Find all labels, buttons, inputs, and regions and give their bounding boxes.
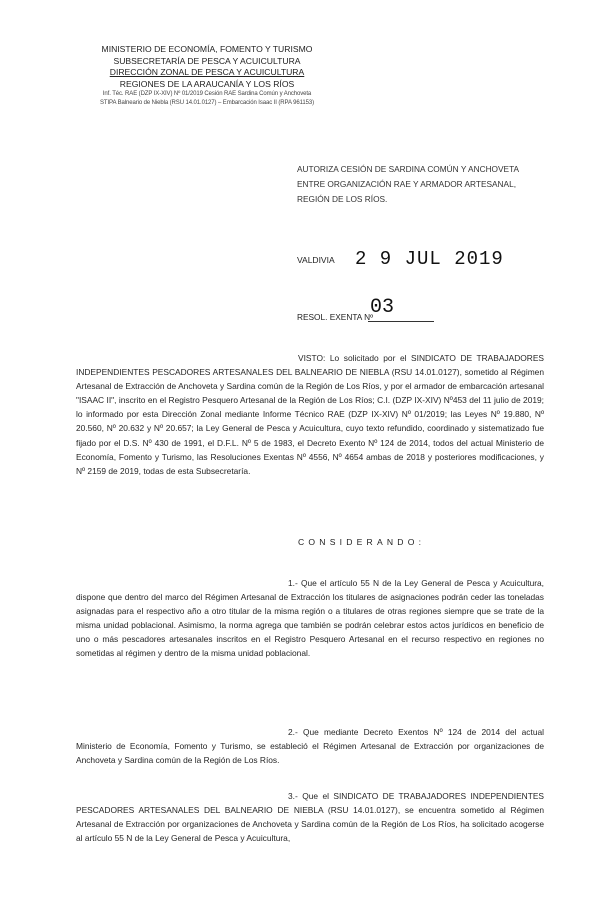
place-label: VALDIVIA: [297, 255, 335, 265]
resolution-label: RESOL. EXENTA Nº: [297, 312, 374, 322]
resolution-number: 03: [370, 296, 395, 319]
letterhead-ministry: MINISTERIO DE ECONOMÍA, FOMENTO Y TURISMO: [101, 44, 313, 54]
letterhead-regions: REGIONES DE LA ARAUCANÍA Y LOS RÍOS: [119, 78, 295, 89]
considerando-3: 3.- Que el SINDICATO DE TRABAJADORES INDEPENDIENTES PESCADORES ARTESANALES DEL BALNEARIO DE NIEBLA (RSU 14.01.0127), se encuentra sometido al Régimen Artesanal de Extracción por organizaciones de Anchoveta y Sardina común de la Región de Los Ríos, ha solicitado acogerse al artículo 55 N de la Ley General de Pesca y Acuicultura,: [76, 791, 544, 844]
letterhead: [62, 44, 352, 108]
considerando-2: 2.- Que mediante Decreto Exentos Nº 124 de 2014 del actual Ministerio de Economía, Fomento y Turismo, se estableció el Régimen Artesanal de Extracción por organizaciones de Anchoveta y Sardina común de la Región de Los Ríos.: [76, 727, 544, 766]
resolution-number-line: [368, 321, 434, 322]
considerando-heading: CONSIDERANDO:: [298, 537, 426, 547]
letterhead-reference-1: Inf. Téc. RAE (DZP IX-XIV) Nº 01/2019 Cesión RAE Sardina Común y Anchoveta: [102, 91, 312, 97]
letterhead-reference-2: STIPA Balneario de Niebla (RSU 14.01.0127) – Embarcación Isaac II (RPA 961153): [100, 100, 314, 106]
date-stamp: 2 9 JUL 2019: [355, 248, 504, 270]
visto-paragraph: VISTO: Lo solicitado por el SINDICATO DE TRABAJADORES INDEPENDIENTES PESCADORES ARTESANALES DEL BALNEARIO DE NIEBLA (RSU 14.01.0127), sometido al Régimen Artesanal de Extracción de Anchoveta y Sardina común de la Región de Los Ríos, y por el armador de embarcación artesanal "ISAAC II", inscrito en el Registro Pesquero Artesanal de la Región de Los Ríos; C.I. (DZP IX-XIV) Nº453 del 11 julio de 2019; lo informado por esta Dirección Zonal mediante Informe Técnico RAE (DZP IX-XIV) Nº 01/2019; las Leyes Nº 19.880, Nº 20.560, Nº 20.632 y Nº 20.657; la Ley General de Pesca y Acuicultura, cuyo texto refundido, coordinado y sistematizado fue fijado por el D.S. Nº 430 de 1991, el D.F.L. Nº 5 de 1983, el Decreto Exento Nº 124 de 2014, todos del actual Ministerio de Economía, Fomento y Turismo, las Resoluciones Exentas Nº 4556, Nº 4654 ambas de 2018 y posteriores modificaciones, y Nº 2159 de 2019, todas de esta Subsecretaría.: [76, 353, 544, 476]
considerando-1: 1.- Que el artículo 55 N de la Ley General de Pesca y Acuicultura, dispone que dentro del marco del Régimen Artesanal de Extracción los titulares de asignaciones podrán ceder las toneladas asignadas para el respectivo año a otro titular de la misma región o a titulares de otras regiones siempre que se trate de la misma unidad poblacional. Asimismo, la norma agrega que también se podrán celebrar estos actos jurídicos en beneficio de uno o más pescadores artesanales inscritos en el Registro Pesquero Artesanal en el recurso respectivo en regiones no sometidas al régimen y dentro de la misma unidad poblacional.: [76, 578, 544, 659]
letterhead-zonal-direction: DIRECCIÓN ZONAL DE PESCA Y ACUICULTURA: [109, 67, 305, 77]
resolution-subject: AUTORIZA CESIÓN DE SARDINA COMÚN Y ANCHOVETA ENTRE ORGANIZACIÓN RAE Y ARMADOR ARTESANAL, REGIÓN DE LOS RÍOS.: [297, 164, 519, 204]
letterhead-subsecretary: SUBSECRETARÍA DE PESCA Y ACUICULTURA: [113, 55, 301, 66]
